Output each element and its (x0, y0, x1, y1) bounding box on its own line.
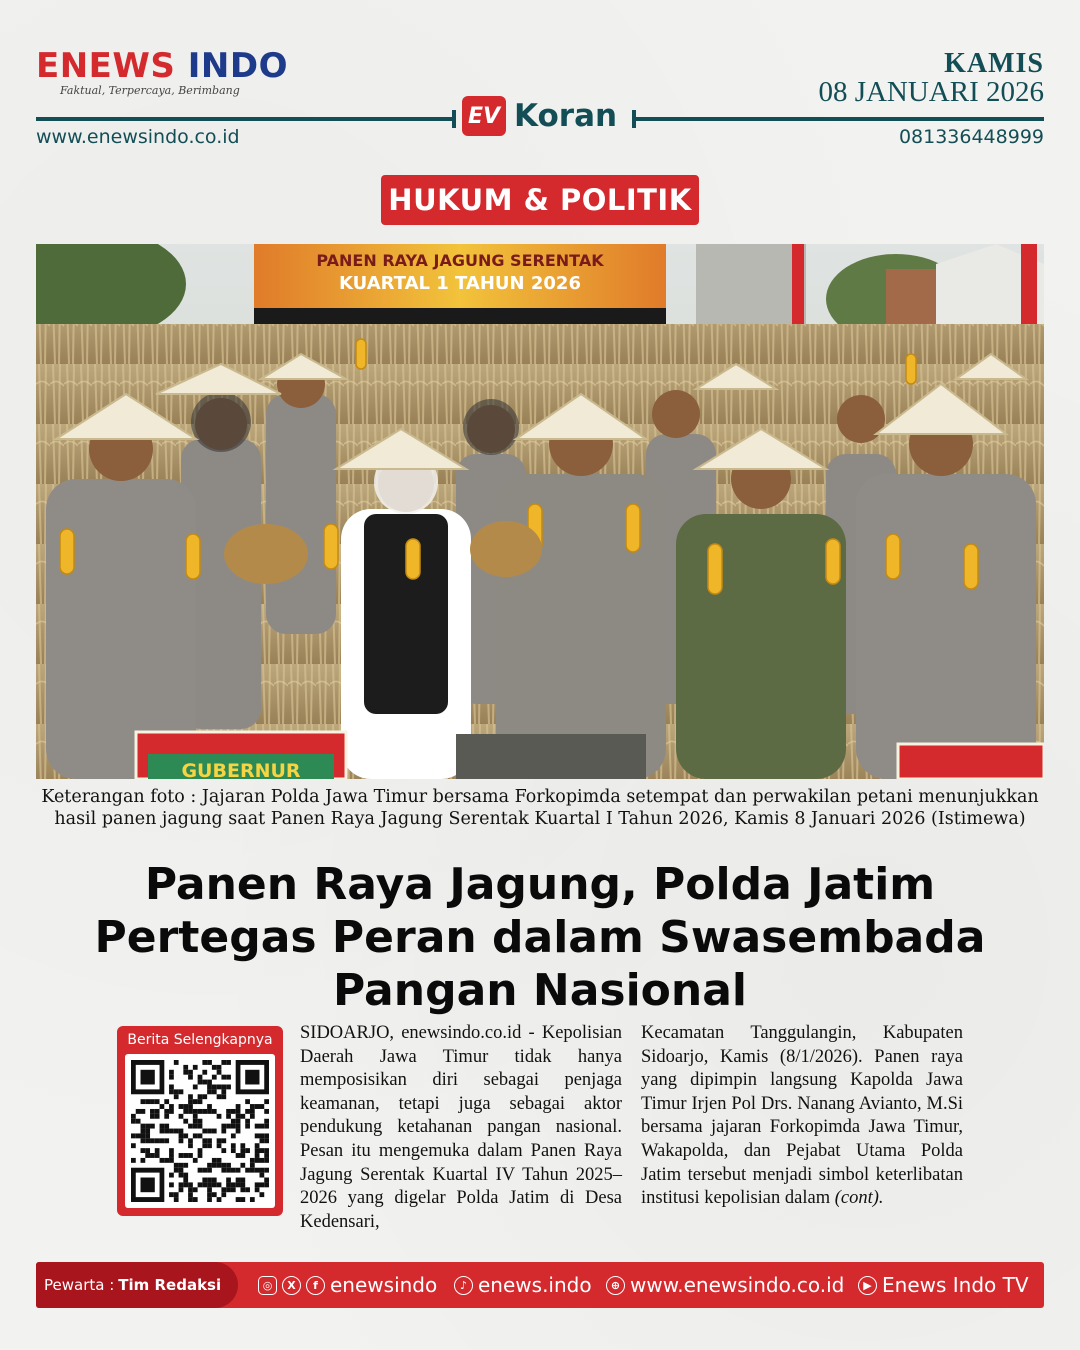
facebook-icon[interactable]: f (306, 1276, 325, 1295)
article-body-column-1: SIDOARJO, enewsindo.co.id - Kepolisian Daerah Jawa Timur tidak hanya memposisikan diri sebagai penjaga keamanan, tetapi juga sebagai aktor pendukung ketahanan pangan nasional. Pesan itu mengemuka dalam Panen Raya Jagung Serentak Kuartal IV Tahun 2025–2026 yang digelar Polda Jatim di Desa Kedensari, (300, 1023, 622, 1232)
brand-logo[interactable] (36, 46, 288, 97)
footer-bar (36, 1262, 1044, 1308)
brand-name-part1: ENEWS (36, 46, 176, 86)
pewarta-credit (36, 1262, 238, 1308)
globe-icon: ⊕ (606, 1276, 625, 1295)
photo-banner-line2: KUARTAL 1 TAHUN 2026 (339, 273, 581, 294)
footer-website[interactable]: www.enewsindo.co.id (630, 1273, 845, 1297)
brand-name-part2: INDO (187, 46, 288, 86)
qr-code[interactable] (125, 1054, 275, 1208)
continued-marker: (cont). (834, 1188, 884, 1209)
qr-card[interactable] (117, 1026, 283, 1216)
photo-sign-text: GUBERNUR (181, 760, 301, 779)
header-rule-cap-right (632, 110, 636, 128)
brand-tagline: Faktual, Terpercaya, Berimbang (60, 84, 240, 97)
header-rule-left (36, 117, 456, 121)
youtube-channel[interactable]: Enews Indo TV (882, 1273, 1029, 1297)
article-body-column-2 (641, 1022, 963, 1211)
category-badge: HUKUM & POLITIK (381, 175, 699, 225)
instagram-icon[interactable]: ◎ (258, 1276, 277, 1295)
koran-label: Koran (514, 98, 618, 134)
photo-banner-line1: PANEN RAYA JAGUNG SERENTAK (316, 251, 604, 270)
ev-logo-icon: EV (462, 96, 506, 136)
tiktok-handle[interactable]: enews.indo (478, 1273, 592, 1297)
koran-badge (462, 96, 617, 136)
edition-date (818, 48, 1044, 109)
header-phone: 081336448999 (898, 126, 1044, 148)
pewarta-label: Pewarta : (44, 1276, 115, 1294)
photo-caption: Keterangan foto : Jajaran Polda Jawa Timur bersama Forkopimda setempat dan perwakilan petani menunjukkan hasil panen jagung saat Panen Raya Jagung Serentak Kuartal I Tahun 2026, Kamis 8 Januari 2026 (Istimewa) (41, 787, 1039, 829)
social-handle[interactable]: enewsindo (330, 1273, 438, 1297)
youtube-icon: ▶ (858, 1276, 877, 1295)
x-icon[interactable]: X (282, 1276, 301, 1295)
header-rule-cap-left (452, 110, 456, 128)
edition-date-full: 08 JANUARI 2026 (818, 76, 1044, 108)
social-links[interactable] (258, 1262, 437, 1308)
header-rule-right (632, 117, 1044, 121)
youtube-link[interactable] (858, 1262, 1029, 1308)
header-website-link[interactable]: www.enewsindo.co.id (36, 126, 240, 148)
footer-website-link[interactable] (606, 1262, 844, 1308)
news-photo (36, 244, 1044, 779)
edition-day: KAMIS (944, 48, 1044, 79)
article-body-column-2-text: Kecamatan Tanggulangin, Kabupaten Sidoarjo, Kamis (8/1/2026). Panen raya yang dipimpin langsung Kapolda Jawa Timur Irjen Pol Drs. Nanang Avianto, M.Si bersama jajaran Forkopimda Jawa Timur, Wakapolda, dan Pejabat Utama Polda Jatim tersebut menjadi simbol keterlibatan institusi kepolisian dalam (641, 1023, 963, 1209)
tiktok-icon: ♪ (454, 1276, 473, 1295)
article-headline: Panen Raya Jagung, Polda Jatim Pertegas Peran dalam Swasembada Pangan Nasional (94, 859, 986, 1016)
qr-label: Berita Selengkapnya (127, 1032, 273, 1048)
pewarta-name: Tim Redaksi (118, 1276, 222, 1294)
tiktok-link[interactable] (454, 1262, 592, 1308)
